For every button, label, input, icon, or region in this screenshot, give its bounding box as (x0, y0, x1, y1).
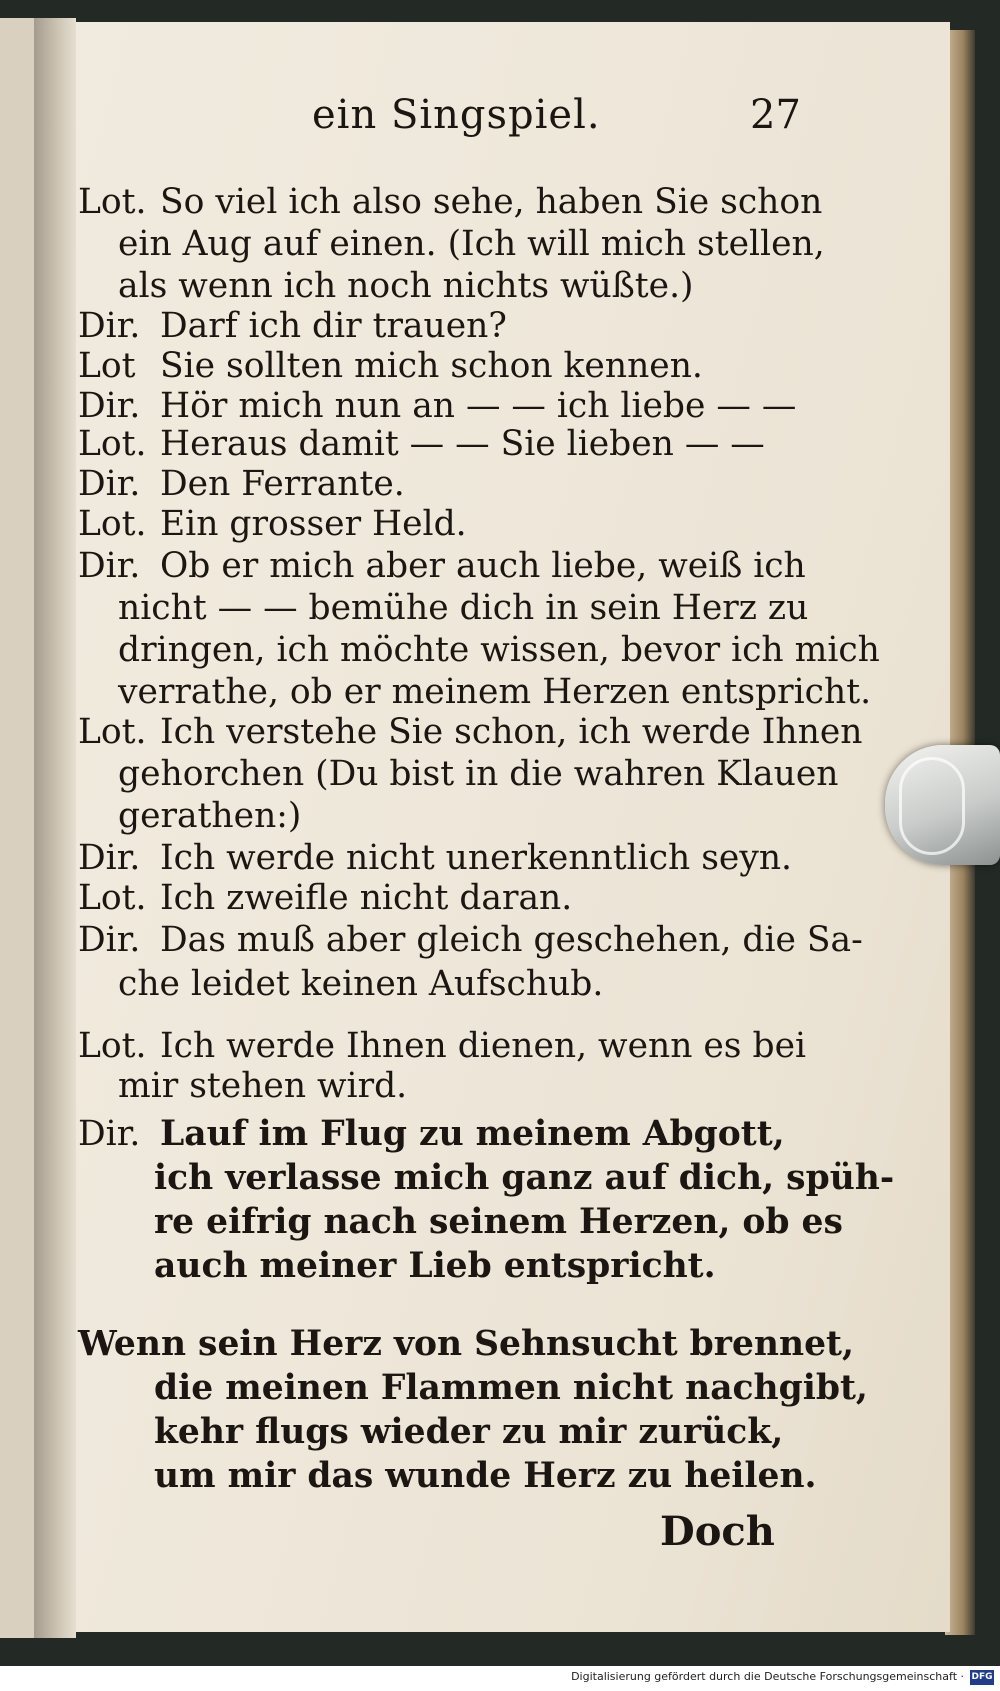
catchword: Doch (660, 1508, 775, 1555)
speaker-label: Lot. (78, 1026, 147, 1066)
text-line: nicht — — bemühe dich in sein Herz zu (118, 588, 809, 628)
aria-line: Lauf im Flug zu meinem Abgott, (160, 1114, 785, 1154)
aria-line: re eifrig nach seinem Herzen, ob es (154, 1202, 843, 1242)
speaker-label: Lot. (78, 424, 147, 464)
verse-line: die meinen Flammen nicht nachgibt, (154, 1368, 868, 1408)
speaker-label: Dir. (78, 386, 141, 426)
text-line: Sie sollten mich schon kennen. (160, 346, 703, 386)
page-header (250, 92, 850, 152)
text-line: Ob er mich aber auch liebe, weiß ich (160, 546, 806, 586)
text-line: dringen, ich möchte wissen, bevor ich mich (118, 630, 880, 670)
text-line: mir stehen wird. (118, 1066, 408, 1106)
text-line: Hör mich nun an — — ich liebe — — (160, 386, 797, 426)
text-line: Ich werde Ihnen dienen, wenn es bei (160, 1026, 807, 1066)
text-line: Ich werde nicht unerkenntlich seyn. (160, 838, 793, 878)
speaker-label: Dir. (78, 546, 141, 586)
text-line: als wenn ich noch nichts wüßte.) (118, 266, 694, 306)
speaker-label: Dir. (78, 838, 141, 878)
text-line: che leidet keinen Aufschub. (118, 964, 604, 1004)
funding-credit: Digitalisierung gefördert durch die Deutsche Forschungsgemeinschaft · (571, 1670, 964, 1683)
text-line: Heraus damit — — Sie lieben — — (160, 424, 765, 464)
text-line: Ich zweifle nicht daran. (160, 878, 573, 918)
verse-line: um mir das wunde Herz zu heilen. (154, 1456, 817, 1496)
text-line: Das muß aber gleich geschehen, die Sa- (160, 920, 863, 960)
speaker-label: Lot. (78, 182, 147, 222)
speaker-label: Lot (78, 346, 136, 386)
digitization-footer (0, 1666, 1000, 1691)
text-line: verrathe, ob er meinem Herzen entspricht. (118, 672, 872, 712)
page-clip-highlight (899, 757, 965, 855)
verse-line: kehr flugs wieder zu mir zurück, (154, 1412, 784, 1452)
text-line: Ich verstehe Sie schon, ich werde Ihnen (160, 712, 863, 752)
binding-gutter (34, 18, 76, 1638)
speaker-label: Lot. (78, 878, 147, 918)
speaker-label: Lot. (78, 504, 147, 544)
speaker-label: Dir. (78, 306, 141, 346)
page-clip (885, 745, 1000, 865)
text-line: Darf ich dir trauen? (160, 306, 507, 346)
aria-line: auch meiner Lieb entspricht. (154, 1246, 716, 1286)
speaker-label: Lot. (78, 712, 147, 752)
book-page (60, 22, 950, 1632)
verse-line: Wenn sein Herz von Sehnsucht brennet, (78, 1324, 854, 1364)
running-title: ein Singspiel. (312, 92, 601, 138)
text-line: So viel ich also sehe, haben Sie schon (160, 182, 823, 222)
text-line: gerathen:) (118, 796, 302, 836)
speaker-label: Dir. (78, 464, 141, 504)
text-line: Ein grosser Held. (160, 504, 467, 544)
aria-line: ich verlasse mich ganz auf dich, spüh- (154, 1158, 895, 1198)
speaker-label: Dir. (78, 1114, 141, 1154)
text-line: gehorchen (Du bist in die wahren Klauen (118, 754, 839, 794)
page-number: 27 (750, 92, 801, 138)
dfg-logo-icon: DFG (970, 1670, 994, 1685)
text-line: ein Aug auf einen. (Ich will mich stellen, (118, 224, 825, 264)
text-line: Den Ferrante. (160, 464, 405, 504)
speaker-label: Dir. (78, 920, 141, 960)
